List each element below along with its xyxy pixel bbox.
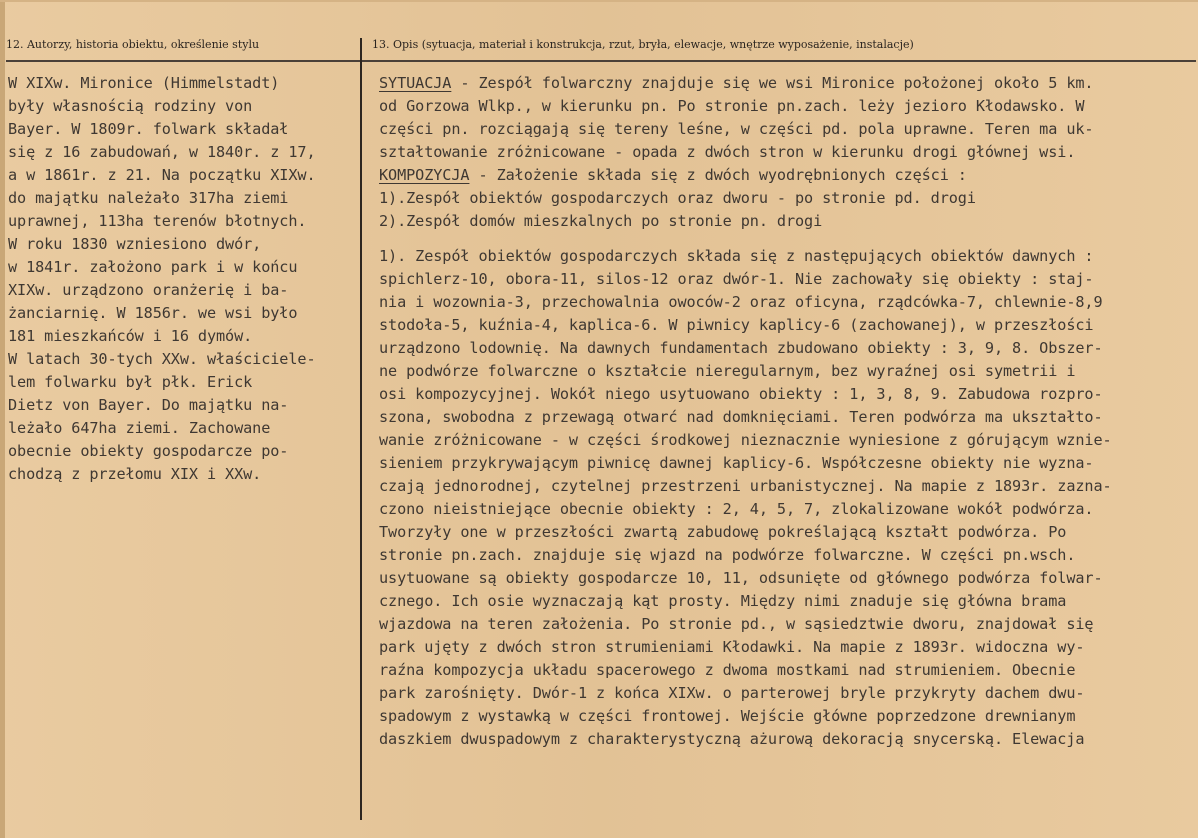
- history-line: Bayer. W 1809r. folwark składał: [8, 120, 289, 138]
- history-line: obecnie obiekty gospodarcze po-: [8, 442, 289, 460]
- history-line: do majątku należało 317ha ziemi: [8, 189, 289, 207]
- kompozycja-first-line: - Założenie składa się z dwóch wyodrębnionych części :: [469, 166, 967, 184]
- sytuacja-line: ształtowanie zróżnicowane - opada z dwóch stron w kierunku drogi głównej wsi.: [379, 143, 1076, 161]
- kompozycja-label: KOMPOZYCJA: [379, 166, 470, 184]
- body-line: stronie pn.zach. znajduje się wjazd na podwórze folwarczne. W części pn.wsch.: [379, 546, 1076, 564]
- history-line: były własnością rodziny von: [8, 97, 253, 115]
- body-line: spichlerz-10, obora-11, silos-12 oraz dwór-1. Nie zachowały się obiekty : staj-: [379, 270, 1094, 288]
- history-line: XIXw. urządzono oranżerię i ba-: [8, 281, 289, 299]
- kompozycja-line: 1).Zespół obiektów gospodarczych oraz dworu - po stronie pd. drogi: [379, 189, 976, 207]
- history-line: W roku 1830 wzniesiono dwór,: [8, 235, 262, 253]
- section-12-header: 12. Autorzy, historia obiektu, określenie stylu: [6, 38, 260, 51]
- body-line: szona, swobodna z przewagą otwarć nad domknięciami. Teren podwórza ma ukształto-: [379, 408, 1103, 426]
- history-line: a w 1861r. z 21. Na początku XIXw.: [8, 166, 316, 184]
- history-line: leżało 647ha ziemi. Zachowane: [8, 419, 271, 437]
- history-text: [8, 72, 358, 486]
- kompozycja-heading-line: [379, 164, 1185, 187]
- paragraph-gap: [379, 233, 1185, 245]
- sytuacja-line: od Gorzowa Wlkp., w kierunku pn. Po stronie pn.zach. leży jezioro Kłodawsko. W: [379, 97, 1085, 115]
- history-line: uprawnej, 113ha terenów błotnych.: [8, 212, 307, 230]
- body-line: ne podwórze folwarczne o kształcie nieregularnym, bez wyraźnej osi symetrii i: [379, 362, 1076, 380]
- body-line: daszkiem dwuspadowym z charakterystyczną ażurową dekoracją snycerską. Elewacja: [379, 730, 1085, 748]
- card-left-edge: [0, 0, 5, 838]
- card-top-edge: [0, 0, 1198, 2]
- body-line: czono nieistniejące obecnie obiekty : 2, 4, 5, 7, zlokalizowane wokół podwórza.: [379, 500, 1094, 518]
- body-line: nia i wozownia-3, przechowalnia owoców-2 oraz oficyna, rządcówka-7, chlewnie-8,9: [379, 293, 1103, 311]
- history-line: 181 mieszkańców i 16 dymów.: [8, 327, 253, 345]
- sytuacja-heading-line: [379, 72, 1185, 95]
- body-line: 1). Zespół obiektów gospodarczych składa się z następujących obiektów dawnych :: [379, 247, 1094, 265]
- body-line: spadowym z wystawką w części frontowej. Wejście główne poprzedzone drewnianym: [379, 707, 1076, 725]
- history-line: się z 16 zabudowań, w 1840r. z 17,: [8, 143, 316, 161]
- body-line: raźna kompozycja układu spacerowego z dwoma mostkami nad strumieniem. Obecnie: [379, 661, 1076, 679]
- sytuacja-line: części pn. rozciągają się tereny leśne, w części pd. pola uprawne. Teren ma uk-: [379, 120, 1094, 138]
- description-text: [379, 72, 1185, 751]
- column-divider: [360, 38, 362, 820]
- header-rule: [6, 60, 1196, 62]
- history-line: lem folwarku był płk. Erick: [8, 373, 253, 391]
- body-line: wjazdowa na teren założenia. Po stronie pd., w sąsiedztwie dworu, znajdował się: [379, 615, 1094, 633]
- history-line: chodzą z przełomu XIX i XXw.: [8, 465, 262, 483]
- body-line: wanie zróżnicowane - w części środkowej nieznacznie wyniesione z górującym wznie-: [379, 431, 1112, 449]
- body-line: czają jednorodnej, czytelnej przestrzeni urbanistycznej. Na mapie z 1893r. zazna-: [379, 477, 1112, 495]
- body-line: usytuowane są obiekty gospodarcze 10, 11, odsunięte od głównego podwórza folwar-: [379, 569, 1103, 587]
- body-line: park zarośnięty. Dwór-1 z końca XIXw. o parterowej bryle przykryty dachem dwu-: [379, 684, 1085, 702]
- sytuacja-first-line: - Zespół folwarczny znajduje się we wsi Mironice położonej około 5 km.: [451, 74, 1094, 92]
- kompozycja-line: 2).Zespół domów mieszkalnych po stronie pn. drogi: [379, 212, 823, 230]
- history-line: Dietz von Bayer. Do majątku na-: [8, 396, 289, 414]
- sytuacja-label: SYTUACJA: [379, 74, 452, 92]
- history-line: w 1841r. założono park i w końcu: [8, 258, 298, 276]
- body-line: Tworzyły one w przeszłości zwartą zabudowę pokreślającą kształt podwórza. Po: [379, 523, 1067, 541]
- body-line: sieniem przykrywającym piwnicę dawnej kaplicy-6. Współczesne obiekty nie wyzna-: [379, 454, 1094, 472]
- section-13-header: 13. Opis (sytuacja, materiał i konstrukcja, rzut, bryła, elewacje, wnętrze wyposażenie, instalacje): [372, 38, 914, 51]
- body-line: osi kompozycyjnej. Wokół niego usytuowano obiekty : 1, 3, 8, 9. Zabudowa rozpro-: [379, 385, 1103, 403]
- history-line: W latach 30-tych XXw. właściciele-: [8, 350, 316, 368]
- body-line: park ujęty z dwóch stron strumieniami Kłodawki. Na mapie z 1893r. widoczna wy-: [379, 638, 1085, 656]
- body-line: cznego. Ich osie wyznaczają kąt prosty. Między nimi znaduje się główna brama: [379, 592, 1067, 610]
- history-line: żanciarnię. W 1856r. we wsi było: [8, 304, 298, 322]
- history-line: W XIXw. Mironice (Himmelstadt): [8, 74, 280, 92]
- body-line: urządzono lodownię. Na dawnych fundamentach zbudowano obiekty : 3, 9, 8. Obszer-: [379, 339, 1103, 357]
- body-line: stodoła-5, kuźnia-4, kaplica-6. W piwnicy kaplicy-6 (zachowanej), w przeszłości: [379, 316, 1094, 334]
